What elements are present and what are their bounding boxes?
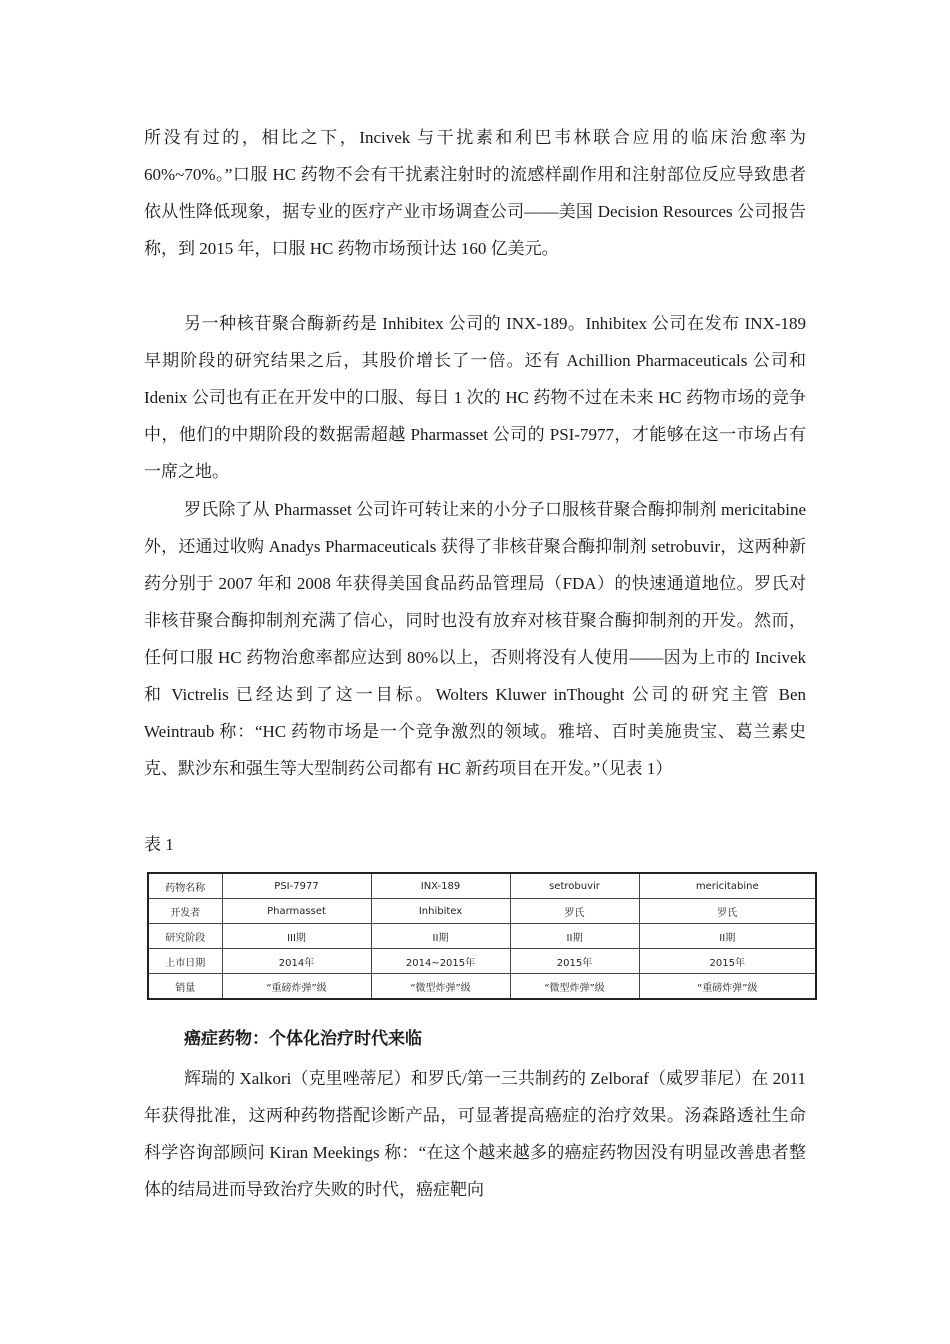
drug-table-container bbox=[147, 872, 815, 1000]
table-cell: 销量 bbox=[148, 974, 222, 1000]
table-cell: 罗氏 bbox=[639, 899, 816, 924]
table-cell: 2015年 bbox=[639, 949, 816, 974]
table-cell: 罗氏 bbox=[510, 899, 639, 924]
drug-table bbox=[147, 872, 817, 1000]
table-cell: 上市日期 bbox=[148, 949, 222, 974]
table-cell: 2015年 bbox=[510, 949, 639, 974]
table-cell: III期 bbox=[222, 924, 371, 949]
table-row bbox=[148, 974, 816, 1000]
table-cell: II期 bbox=[371, 924, 510, 949]
table-row bbox=[148, 899, 816, 924]
table-cell: 2014年 bbox=[222, 949, 371, 974]
table-row bbox=[148, 949, 816, 974]
table-row bbox=[148, 873, 816, 899]
paragraph-hc-drugs-market: 所没有过的，相比之下，Incivek 与干扰素和利巴韦林联合应用的临床治愈率为 60%~70%。”口服 HC 药物不会有干扰素注射时的流感样副作用和注射部位反应导致患者依从性降低现象，据专业的医疗产业市场调查公司——美国 Decision Resources 公司报告称，到 2015 年，口服 HC 药物市场预计达 160 亿美元。 bbox=[144, 128, 806, 258]
table-caption: 表 1 bbox=[144, 835, 174, 854]
table-cell: setrobuvir bbox=[510, 873, 639, 899]
paragraph-roche: 罗氏除了从 Pharmasset 公司许可转让来的小分子口服核苷聚合酶抑制剂 mericitabine 外，还通过收购 Anadys Pharmaceuticals 获得了非核苷聚合酶抑制剂 setrobuvir，这两种新药分别于 2007 年和 2008 年获得美国食品药品管理局（FDA）的快速通道地位。罗氏对非核苷聚合酶抑制剂充满了信心，同时也没有放弃对核苷聚合酶抑制剂的开发。然而，任何口服 HC 药物治愈率都应达到 80%以上，否则将没有人使用——因为上市的 Incivek 和 Victrelis 已经达到了这一目标。Wolters Kluwer inThought 公司的研究主管 Ben Weintraub 称：“HC 药物市场是一个竞争激烈的领域。雅培、百时美施贵宝、葛兰素史克、默沙东和强生等大型制药公司都有 HC 新药项目在开发。”（见表 1） bbox=[144, 500, 806, 778]
table-cell: “重磅炸弹”级 bbox=[222, 974, 371, 1000]
table-cell: “微型炸弹”级 bbox=[371, 974, 510, 1000]
table-cell: 开发者 bbox=[148, 899, 222, 924]
table-cell: 研究阶段 bbox=[148, 924, 222, 949]
table-cell: “微型炸弹”级 bbox=[510, 974, 639, 1000]
section-heading: 癌症药物：个体化治疗时代来临 bbox=[184, 1029, 422, 1049]
table-cell: mericitabine bbox=[639, 873, 816, 899]
table-cell: PSI-7977 bbox=[222, 873, 371, 899]
paragraph-cancer-drugs: 辉瑞的 Xalkori（克里唑蒂尼）和罗氏/第一三共制药的 Zelboraf（威罗菲尼）在 2011 年获得批准，这两种药物搭配诊断产品，可显著提高癌症的治疗效果。汤森路透社生命科学咨询部顾问 Kiran Meekings 称：“在这个越来越多的癌症药物因没有明显改善患者整体的结局进而导致治疗失败的时代，癌症靶向 bbox=[144, 1069, 806, 1199]
table-cell: II期 bbox=[639, 924, 816, 949]
table-cell: 2014~2015年 bbox=[371, 949, 510, 974]
table-cell: “重磅炸弹”级 bbox=[639, 974, 816, 1000]
paragraph-inx189: 另一种核苷聚合酶新药是 Inhibitex 公司的 INX-189。Inhibitex 公司在发布 INX-189 早期阶段的研究结果之后，其股价增长了一倍。还有 Achillion Pharmaceuticals 公司和 Idenix 公司也有正在开发中的口服、每日 1 次的 HC 药物不过在未来 HC 药物市场的竞争中，他们的中期阶段的数据需超越 Pharmasset 公司的 PSI-7977，才能够在这一市场占有一席之地。 bbox=[144, 314, 806, 481]
table-cell: Inhibitex bbox=[371, 899, 510, 924]
table-cell: Pharmasset bbox=[222, 899, 371, 924]
table-cell: II期 bbox=[510, 924, 639, 949]
table-row bbox=[148, 924, 816, 949]
table-cell: 药物名称 bbox=[148, 873, 222, 899]
table-cell: INX-189 bbox=[371, 873, 510, 899]
